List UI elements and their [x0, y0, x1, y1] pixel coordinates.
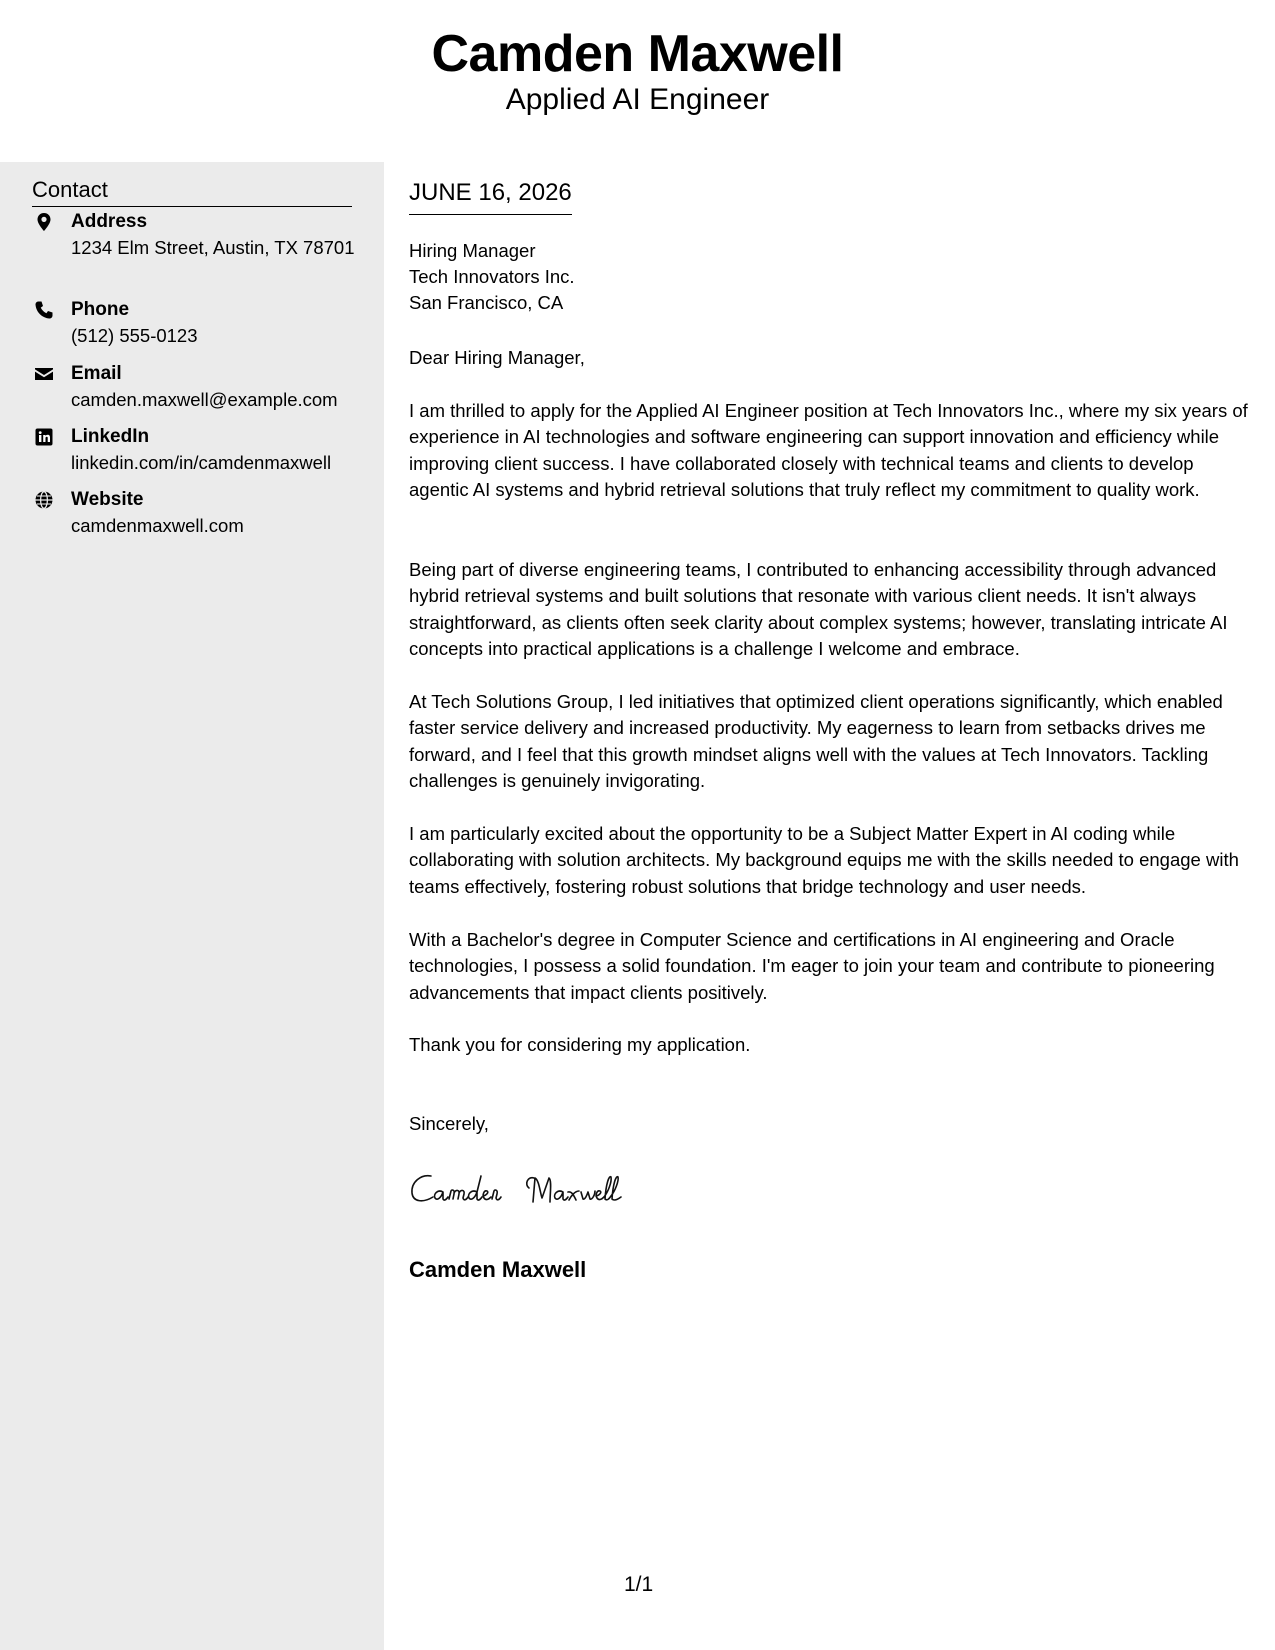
contact-value-phone: (512) 555-0123	[71, 325, 198, 346]
body-paragraph: I am thrilled to apply for the Applied AI Engineer position at Tech Innovators Inc., where my six years of experience in AI technologies and software engineering can support innovation and efficiency while improving client success. I have collaborated closely with technical teams and clients to develop agentic AI systems and hybrid retrieval solutions that truly reflect my commitment to quality work.	[409, 400, 1248, 501]
job-title: Applied AI Engineer	[505, 83, 770, 116]
recipient-line: San Francisco, CA	[409, 292, 564, 313]
salutation: Dear Hiring Manager,	[409, 347, 585, 368]
contact-label-address: Address	[71, 211, 148, 232]
recipient-line: Hiring Manager	[409, 240, 536, 261]
contact-value-email: camden.maxwell@example.com	[71, 389, 338, 410]
contact-value-address: 1234 Elm Street, Austin, TX 78701	[71, 237, 355, 258]
letter-date: JUNE 16, 2026	[409, 178, 572, 215]
phone-icon	[34, 300, 54, 320]
contact-value-linkedin: linkedin.com/in/camdenmaxwell	[71, 452, 332, 473]
contact-label-linkedin: LinkedIn	[71, 426, 150, 447]
page-number: 1/1	[624, 1573, 654, 1596]
applicant-name: Camden Maxwell	[431, 25, 844, 83]
contact-heading: Contact	[32, 176, 352, 207]
body-paragraph: I am particularly excited about the opportunity to be a Subject Matter Expert in AI coding while collaborating with solution architects. My background equips me with the skills needed to engage with teams effectively, fostering robust solutions that bridge technology and user needs.	[409, 823, 1239, 897]
signed-name: Camden Maxwell	[409, 1257, 587, 1282]
handwritten-signature	[409, 1166, 679, 1216]
contact-sidebar	[0, 162, 384, 1650]
contact-label-website: Website	[71, 489, 144, 510]
globe-icon	[34, 490, 54, 510]
map-pin-icon	[34, 212, 54, 232]
envelope-icon	[34, 364, 54, 384]
linkedin-icon	[34, 427, 54, 447]
recipient-line: Tech Innovators Inc.	[409, 266, 575, 287]
body-paragraph: With a Bachelor's degree in Computer Science and certifications in AI engineering and Oracle technologies, I possess a solid foundation. I'm eager to join your team and contribute to pioneering advancements that impact clients positively.	[409, 929, 1215, 1003]
contact-label-phone: Phone	[71, 299, 130, 320]
contact-label-email: Email	[71, 363, 122, 384]
body-paragraph: Being part of diverse engineering teams, I contributed to enhancing accessibility through advanced hybrid retrieval systems and built solutions that resonate with various client needs. It isn't always straightforward, as clients often seek clarity about complex systems; however, translating intricate AI concepts into practical applications is a challenge I welcome and embrace.	[409, 559, 1228, 660]
body-paragraph: At Tech Solutions Group, I led initiatives that optimized client operations significantly, which enabled faster service delivery and increased productivity. My eagerness to learn from setbacks drives me forward, and I feel that this growth mindset aligns well with the values at Tech Innovators. Tackling challenges is genuinely invigorating.	[409, 691, 1223, 792]
recipient-block	[409, 238, 575, 316]
closing-salutation: Sincerely,	[409, 1113, 489, 1134]
header	[0, 0, 1275, 162]
thank-you-line: Thank you for considering my application.	[409, 1034, 751, 1055]
contact-value-website: camdenmaxwell.com	[71, 515, 244, 536]
